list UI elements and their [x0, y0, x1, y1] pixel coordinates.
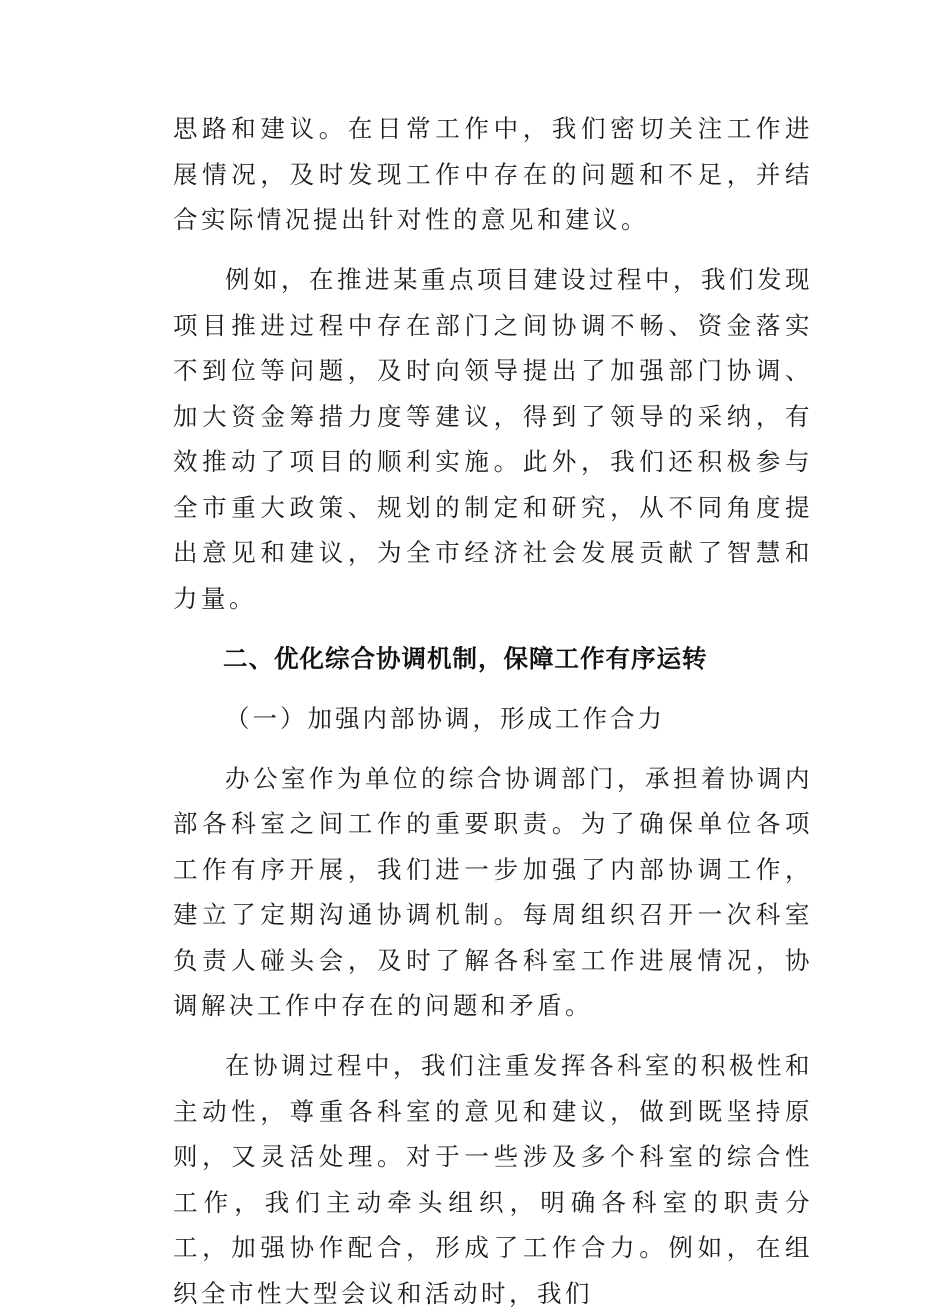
paragraph-internal-coordination: 办公室作为单位的综合协调部门，承担着协调内部各科室之间工作的重要职责。为了确保单位各项工作有序开展，我们进一步加强了内部协调工作，建立了定期沟通协调机制。每周组织召开一次科室负责人碰头会，及时了解各科室工作进展情况，协调解决工作中存在的问题和矛盾。 [173, 763, 813, 1020]
section-heading: 二、优化综合协调机制，保障工作有序运转 [223, 643, 708, 673]
paragraph-gap [173, 1029, 813, 1044]
paragraph-gap [173, 681, 813, 696]
paragraph-gap [173, 243, 813, 258]
paragraph-project-example: 例如，在推进某重点项目建设过程中，我们发现项目推进过程中存在部门之间协调不畅、资金落实不到位等问题，及时向领导提出了加强部门协调、加大资金筹措力度等建议，得到了领导的采纳，有效推动了项目的顺利实施。此外，我们还积极参与全市重大政策、规划的制定和研究，从不同角度提出意见和建议，为全市经济社会发展贡献了智慧和力量。 [173, 265, 813, 613]
paragraph-suggestions-continued: 思路和建议。在日常工作中，我们密切关注工作进展情况，及时发现工作中存在的问题和不足，并结合实际情况提出针对性的意见和建议。 [173, 114, 813, 234]
document-body [173, 106, 813, 1316]
paragraph-gap [173, 741, 813, 756]
subsection-heading: （一）加强内部协调，形成工作合力 [225, 703, 665, 733]
paragraph-gap [173, 621, 813, 636]
paragraph-coordination-process: 在协调过程中，我们注重发挥各科室的积极性和主动性，尊重各科室的意见和建议，做到既坚持原则，又灵活处理。对于一些涉及多个科室的综合性工作，我们主动牵头组织，明确各科室的职责分工，加强协作配合，形成了工作合力。例如，在组织全市性大型会议和活动时，我们 [173, 1051, 813, 1308]
